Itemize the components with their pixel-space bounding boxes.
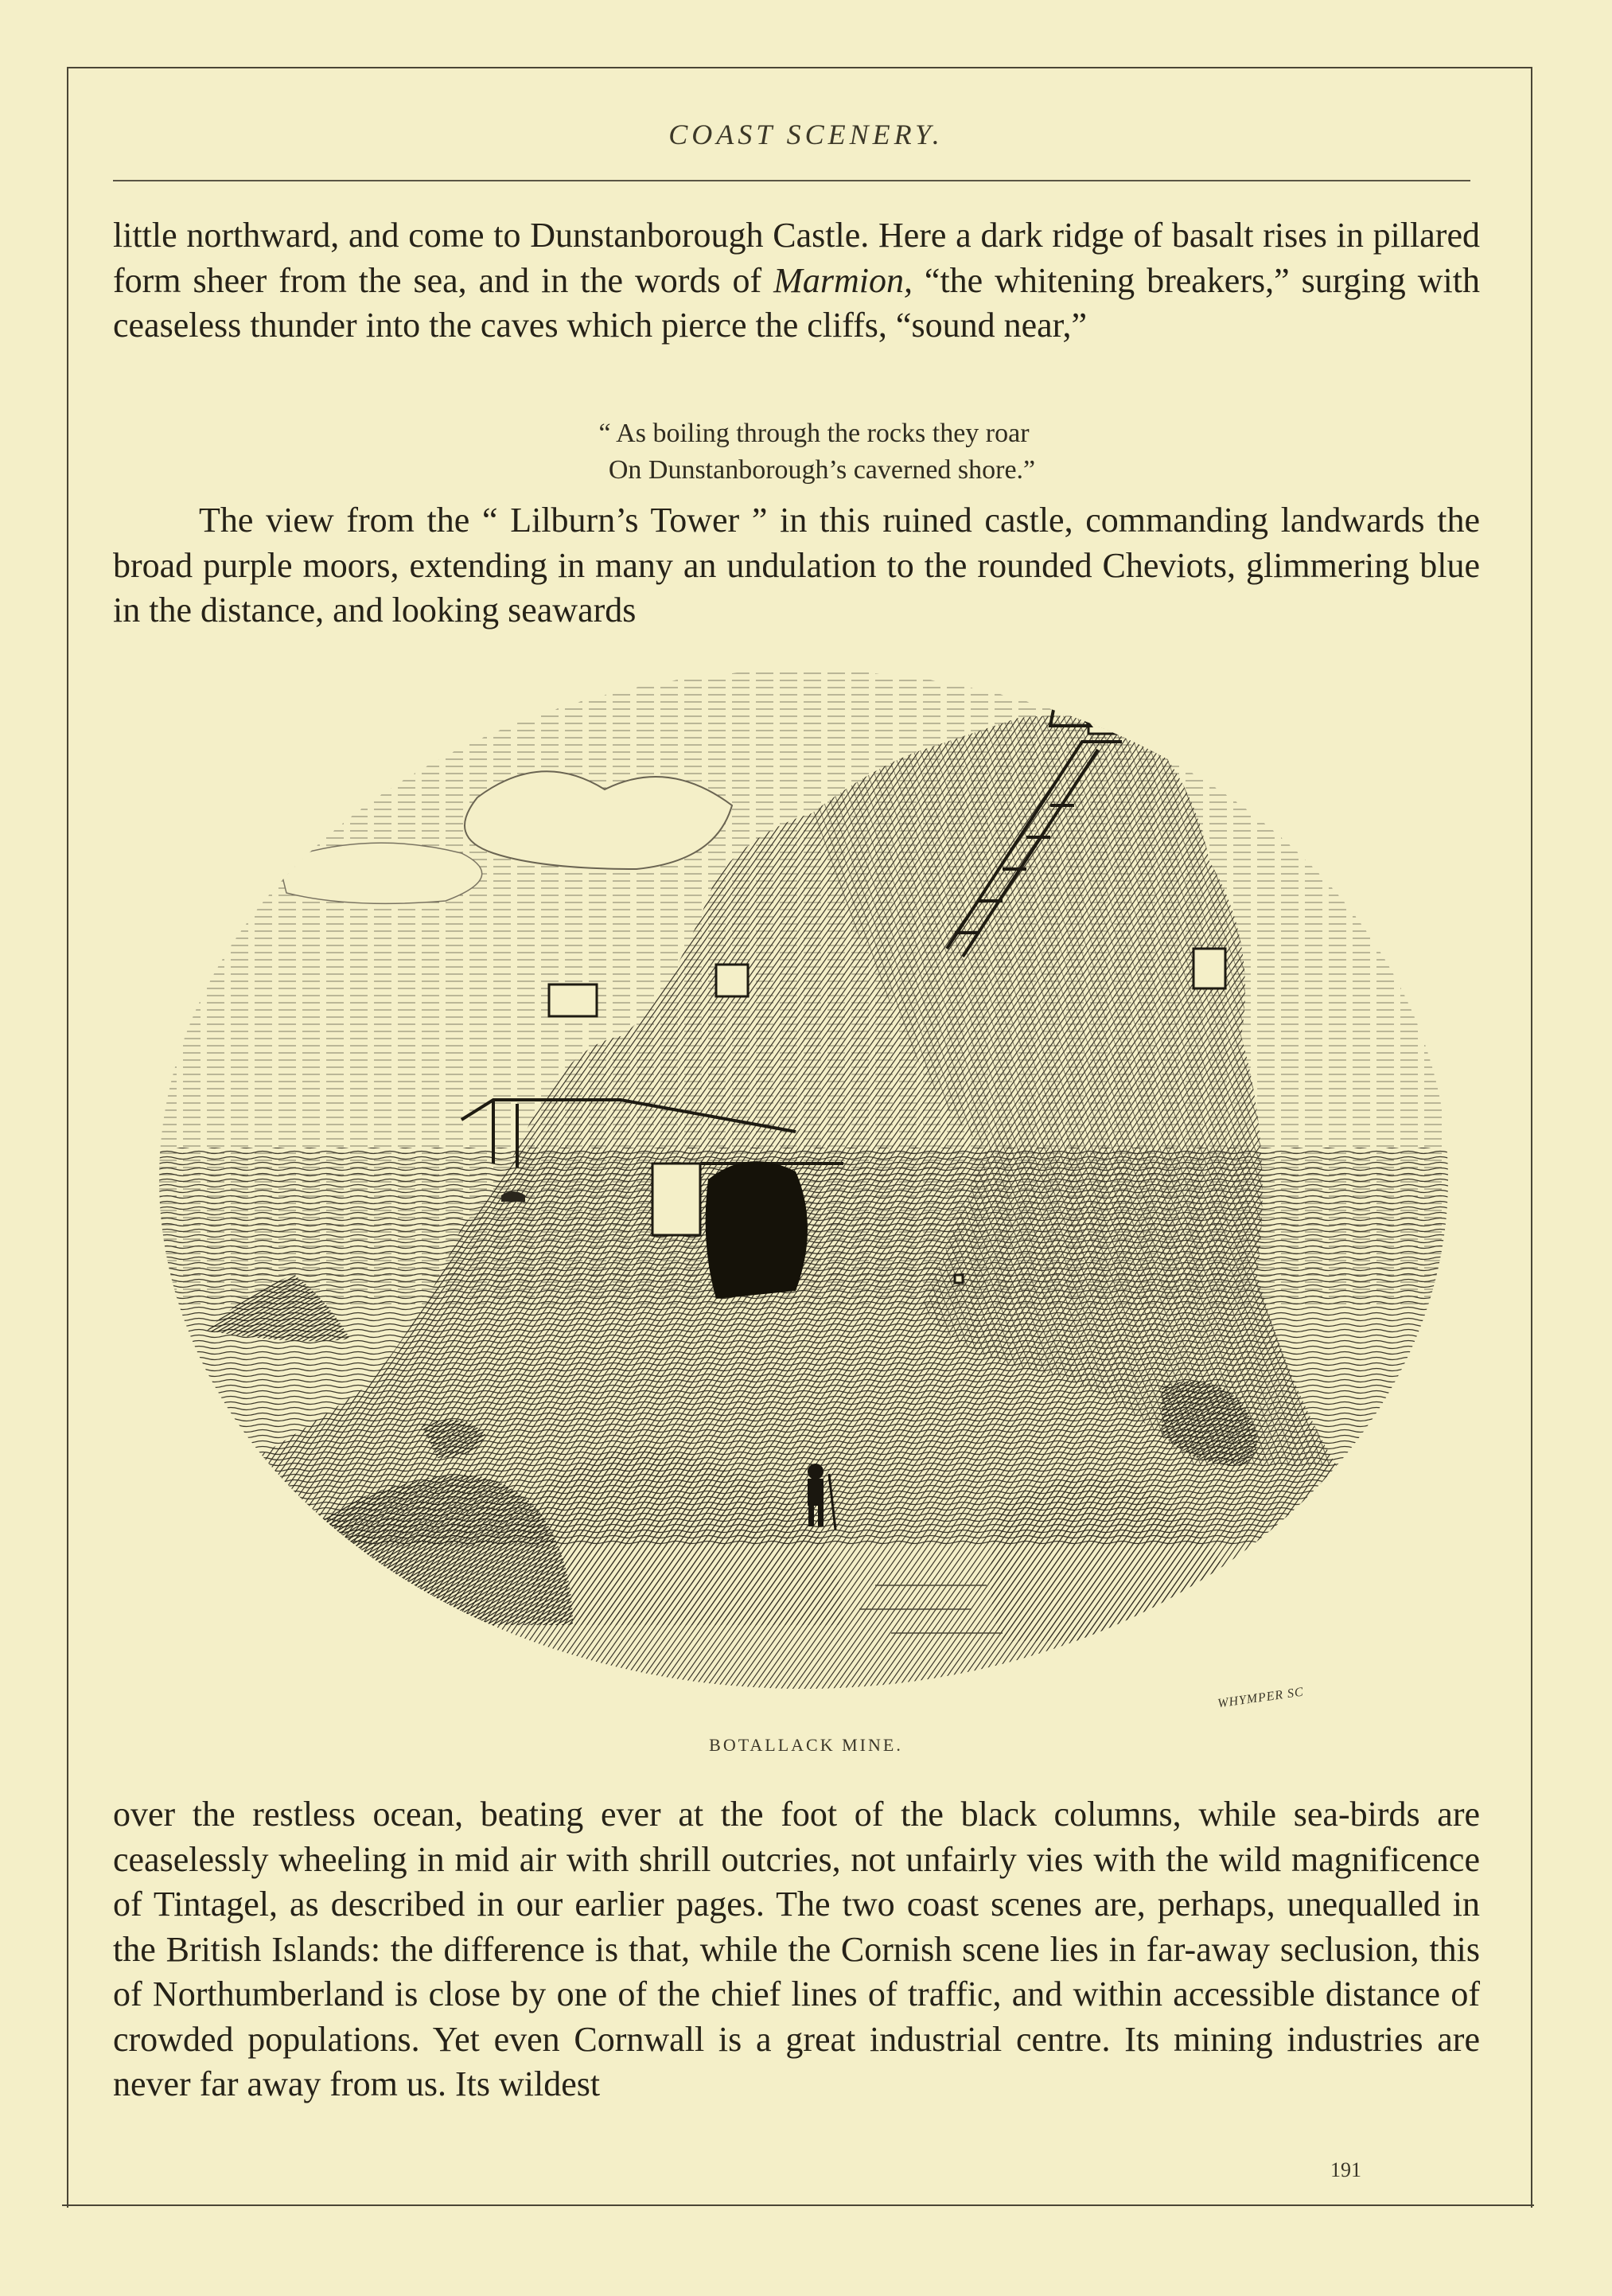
marmion-title: Marmion, bbox=[773, 260, 913, 300]
paragraph-1 bbox=[113, 213, 1480, 349]
paragraph-2-text: The view from the “ Lilburn’s Tower ” in this ruined castle, commanding landwards the broad purple moors, extending in many an undulation to the rounded Cheviots, glimmering blue in the distance, and looking seawards bbox=[113, 501, 1480, 630]
quote-line-1: “ As boiling through the rocks they roar bbox=[598, 419, 1030, 448]
paragraph-1-text: little northward, and come to Dunstanborough Castle. Here a dark ridge of basalt rises in pillared form sheer from the sea, and in the words of bbox=[113, 216, 1480, 300]
paragraph-2 bbox=[113, 498, 1480, 633]
engraving-scene bbox=[159, 670, 1448, 1729]
paragraph-3-text: over the restless ocean, beating ever at the foot of the black columns, while sea-birds are ceaselessly wheeling in mid air with shrill outcries, not unfairly vies with the wild magnificence of Tintagel, as described in our earlier pages. The two coast scenes are, perhaps, unequalled in the British Islands: the difference is that, while the Cornish scene lies in far-away seclusion, this of Northumberland is close by one of the chief lines of traffic, and within accessible distance of crowded populations. Yet even Cornwall is a great industrial centre. Its mining industries are never far away from us. Its wildest bbox=[113, 1795, 1480, 2103]
running-head: COAST SCENERY. bbox=[668, 119, 944, 150]
illustration-caption: BOTALLACK MINE. bbox=[709, 1735, 903, 1755]
paragraph-3 bbox=[113, 1792, 1480, 2107]
quote-line-2: On Dunstanborough’s caverned shore.” bbox=[608, 455, 1036, 485]
header-rule bbox=[113, 180, 1470, 181]
botallack-mine-engraving bbox=[159, 670, 1448, 1729]
bottom-rule bbox=[62, 2204, 1534, 2206]
page-number: 191 bbox=[1330, 2158, 1361, 2181]
engraver-signature: WHYMPER SC bbox=[1217, 1685, 1305, 1711]
paragraph-1-rest: “the whitening breakers,” surging with ceaseless thunder into the caves which pierce the cliffs, “sound near,” bbox=[113, 260, 1480, 345]
